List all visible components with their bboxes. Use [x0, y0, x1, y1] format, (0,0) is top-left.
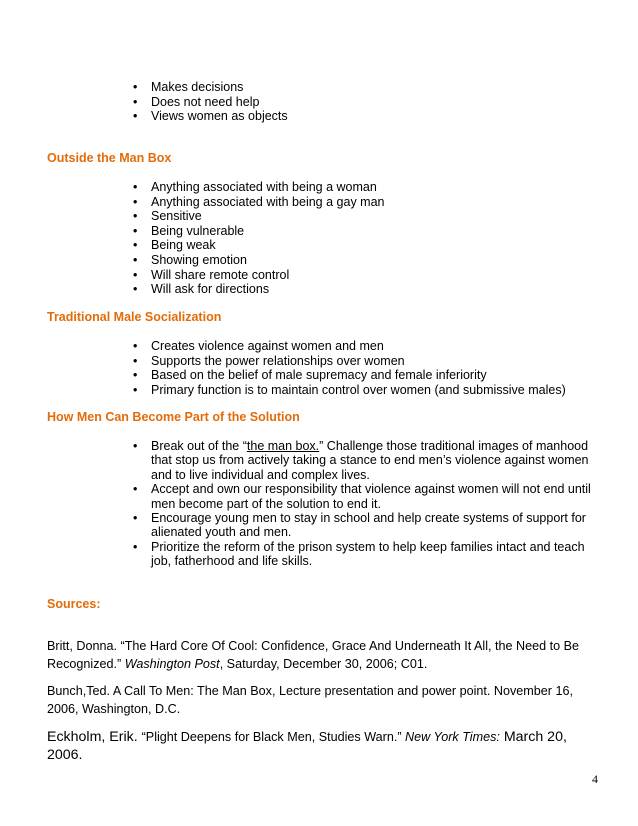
- source-britt: [47, 638, 597, 673]
- list-item: • Being vulnerable: [133, 224, 593, 239]
- list-item: • Based on the belief of male supremacy and female inferiority: [133, 368, 613, 383]
- source-date: March 20, 2006.: [47, 729, 567, 763]
- list-item: • Showing emotion: [133, 253, 593, 268]
- solution-list: [133, 439, 593, 569]
- source-text: Eckholm, Erik.: [47, 729, 142, 745]
- list-item: • Being weak: [133, 238, 593, 253]
- list-item: • Supports the power relationships over women: [133, 354, 613, 369]
- source-bunch: Bunch,Ted. A Call To Men: The Man Box, Lecture presentation and power point. November 16, 2006, Washington, D.C.: [47, 684, 573, 716]
- traditional-socialization-list: [133, 339, 613, 397]
- list-item: • Views women as objects: [133, 109, 593, 124]
- list-item: • Does not need help: [133, 95, 593, 110]
- list-item: • Makes decisions: [133, 80, 593, 95]
- source-text: , Saturday, December 30, 2006; C01.: [219, 656, 428, 671]
- list-item: • Creates violence against women and men: [133, 339, 613, 354]
- list-item-text: ” Challenge those traditional images of manhood that stop us from actively taking a stance to end men’s violence against women and to live individual and complex lives.: [151, 439, 589, 482]
- publication-name: New York Times:: [405, 730, 500, 744]
- list-item: • Prioritize the reform of the prison system to help keep families intact and teach job, fatherhood and life skills.: [133, 540, 593, 569]
- list-item-text: Break out of the “: [151, 439, 247, 453]
- list-item: • Accept and own our responsibility that violence against women will not end until men become part of the solution to end it.: [133, 482, 593, 511]
- list-item: • Will share remote control: [133, 268, 593, 283]
- list-item: • Sensitive: [133, 209, 593, 224]
- source-text: Britt, Donna. “The Hard Core Of Cool: Confidence, Grace And Underneath It All, the Need to Be Recognized.”: [47, 639, 580, 671]
- list-item: • Primary function is to maintain control over women (and submissive males): [133, 383, 613, 398]
- heading-outside-man-box: Outside the Man Box: [47, 151, 172, 165]
- page-number: 4: [592, 772, 598, 786]
- list-item: • Will ask for directions: [133, 282, 593, 297]
- list-item: • Encourage young men to stay in school and help create systems of support for alienated youth and men.: [133, 511, 593, 540]
- source-eckholm: [47, 729, 597, 764]
- heading-traditional-male-socialization: Traditional Male Socialization: [47, 310, 222, 324]
- top-bullet-list: [133, 80, 593, 124]
- man-box-link[interactable]: the man box.: [246, 439, 320, 453]
- list-item: • Anything associated with being a woman: [133, 180, 593, 195]
- publication-name: Washington Post: [124, 656, 220, 671]
- heading-sources: Sources:: [47, 597, 101, 611]
- article-title: “Plight Deepens for Black Men, Studies Warn.”: [141, 730, 406, 744]
- list-item: [133, 439, 593, 482]
- outside-man-box-list: [133, 180, 593, 297]
- heading-become-part-of-solution: How Men Can Become Part of the Solution: [47, 410, 300, 424]
- list-item: • Anything associated with being a gay man: [133, 195, 593, 210]
